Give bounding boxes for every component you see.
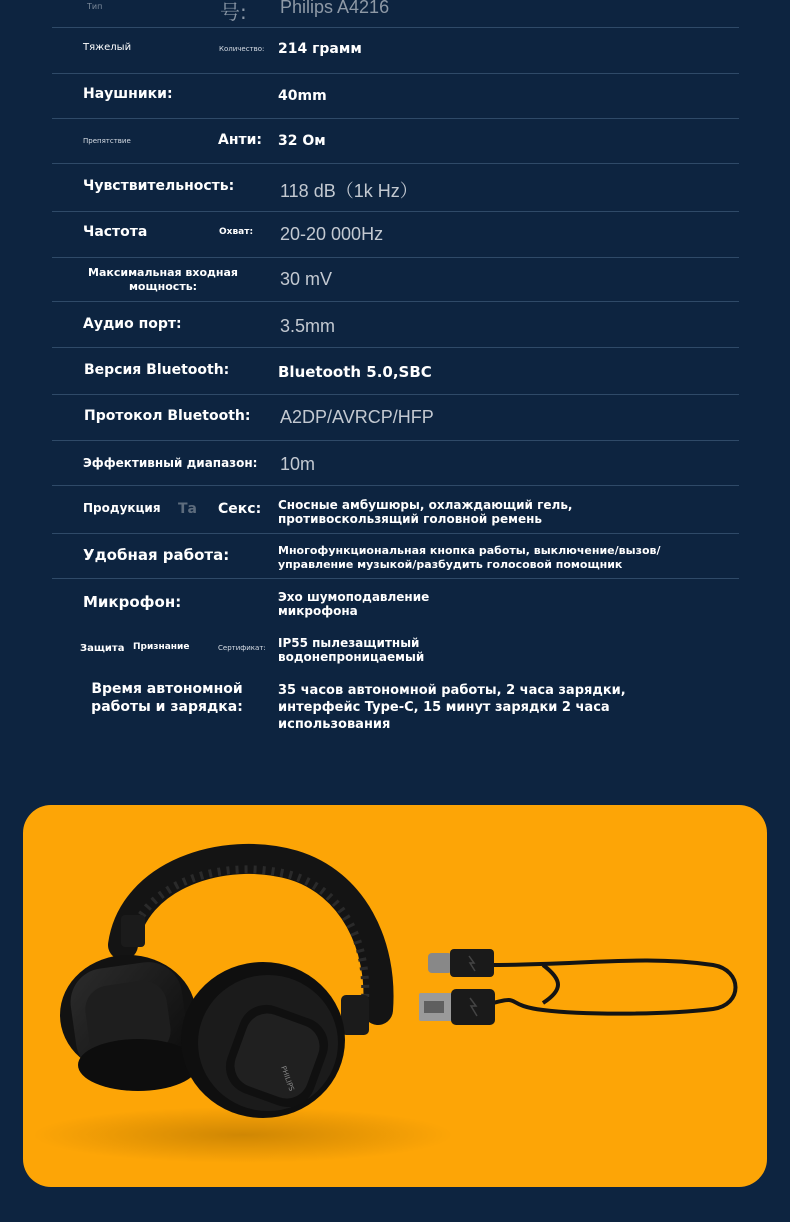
battery-label xyxy=(83,680,251,716)
product-value-line1: Сносные амбушюры, охлаждающий гель, xyxy=(278,498,573,512)
microphone-value-line2: микрофона xyxy=(278,604,358,618)
frequency-value: 20-20 000Hz xyxy=(280,224,384,244)
model-value: Philips A4216 xyxy=(280,0,390,17)
headphones-and-cable-image xyxy=(23,805,767,1187)
product-value-line2: противоскользящий головной ремень xyxy=(278,512,542,526)
usb-c-connector xyxy=(428,953,452,973)
spec-row-impedance xyxy=(52,118,739,164)
spec-row-audio-port xyxy=(52,301,739,348)
range-value: 10m xyxy=(280,454,316,474)
operation-value xyxy=(278,544,661,572)
sensitivity-value: 118 dB（1k Hz） xyxy=(280,181,418,201)
protection-label-2: Признание xyxy=(133,642,190,652)
microphone-value-line1: Эхо шумоподавление xyxy=(278,590,430,604)
spec-row-weight xyxy=(52,27,739,74)
operation-value-line1: Многофункциональная кнопка работы, выключение/вызов/ xyxy=(278,544,661,557)
battery-value-line2: интерфейс Type-C, 15 минут зарядки 2 часа xyxy=(278,700,610,715)
operation-label: Удобная работа: xyxy=(83,546,230,564)
brand-on-cup: PHILIPS xyxy=(279,1064,296,1093)
battery-value-line1: 35 часов автономной работы, 2 часа зарядки, xyxy=(278,683,626,698)
range-label: Эффективный диапазон: xyxy=(83,456,258,470)
spec-row-max-power xyxy=(52,257,739,302)
frequency-label-small: Охват: xyxy=(219,227,254,237)
model-label-small: Тип xyxy=(87,2,103,11)
product-label: Продукция xyxy=(83,501,161,515)
protection-label-small: Сертификат: xyxy=(218,644,266,652)
bt-protocol-value: A2DP/AVRCP/HFP xyxy=(280,407,434,427)
impedance-label-small: Препятствие xyxy=(83,137,131,145)
bt-version-label: Версия Bluetooth: xyxy=(84,362,230,378)
max-power-label-line2: мощность: xyxy=(128,280,198,293)
spec-row-microphone xyxy=(52,578,739,626)
product-value xyxy=(278,498,572,526)
microphone-label: Микрофон: xyxy=(83,593,182,611)
product-label-2: Секс: xyxy=(218,501,262,517)
sensitivity-label: Чувствительность: xyxy=(83,178,235,194)
audio-port-label: Аудио порт: xyxy=(83,316,182,332)
spec-row-protection xyxy=(52,626,739,672)
weight-label-small: Количество: xyxy=(219,45,265,53)
driver-label: Наушники: xyxy=(83,86,173,102)
protection-value xyxy=(278,636,424,664)
product-label-dim: Та xyxy=(178,501,197,517)
usb-cable xyxy=(419,949,736,1025)
protection-label: Защита xyxy=(80,643,125,654)
bt-protocol-label: Протокол Bluetooth: xyxy=(84,408,251,424)
driver-value: 40mm xyxy=(278,88,327,104)
impedance-label: Анти: xyxy=(218,132,263,148)
weight-label: Тяжелый xyxy=(83,42,132,53)
weight-value: 214 грамм xyxy=(278,41,362,57)
audio-port-value: 3.5mm xyxy=(280,316,336,336)
protection-value-line1: IP55 пылезащитный xyxy=(278,636,420,650)
spec-row-model xyxy=(52,0,739,28)
protection-value-line2: водонепроницаемый xyxy=(278,650,425,664)
battery-label-line1: Время автономной xyxy=(91,681,243,697)
model-label-big: 号: xyxy=(220,0,247,24)
bt-version-value: Bluetooth 5.0,SBC xyxy=(278,363,432,381)
battery-label-line2: работы и зарядка: xyxy=(91,699,243,715)
spec-row-sensitivity xyxy=(52,163,739,212)
left-ear-cup xyxy=(60,955,198,1091)
spec-row-range xyxy=(52,440,739,486)
product-image-card xyxy=(23,805,767,1187)
spec-row-bt-version xyxy=(52,347,739,395)
spec-row-driver xyxy=(52,73,739,119)
spec-row-operation xyxy=(52,533,739,579)
spec-row-product xyxy=(52,485,739,534)
right-ear-cup xyxy=(181,962,345,1118)
max-power-label xyxy=(83,266,243,294)
spec-row-frequency xyxy=(52,211,739,258)
battery-value xyxy=(278,682,626,733)
max-power-value: 30 mV xyxy=(280,269,333,289)
max-power-label-line1: Максимальная входная xyxy=(88,266,238,279)
battery-value-line3: использования xyxy=(278,717,391,732)
operation-value-line2: управление музыкой/разбудить голосовой помощник xyxy=(278,558,623,571)
impedance-value: 32 Ом xyxy=(278,133,326,149)
frequency-label: Частота xyxy=(83,224,148,240)
spec-row-battery xyxy=(52,672,739,742)
spec-row-bt-protocol xyxy=(52,394,739,441)
microphone-value xyxy=(278,590,429,618)
